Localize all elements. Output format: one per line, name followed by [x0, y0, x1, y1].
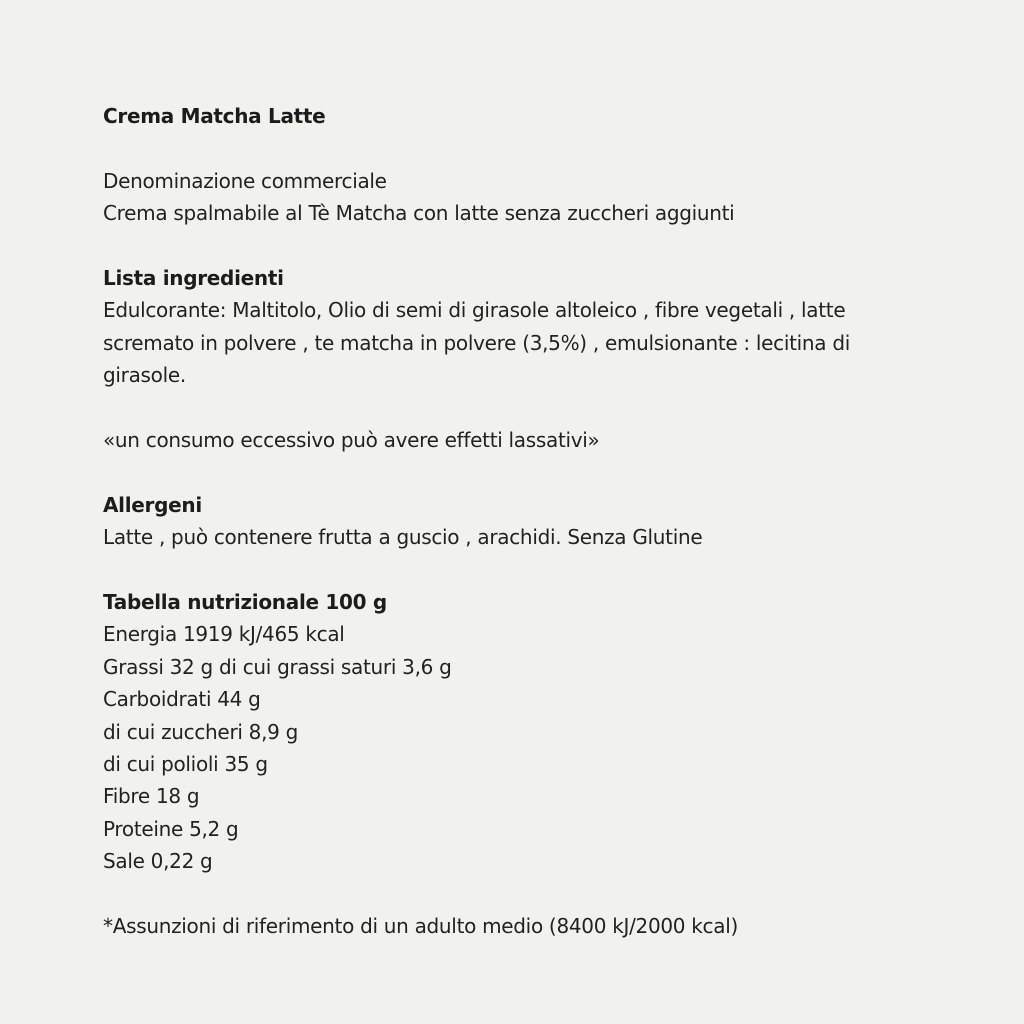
spacer — [103, 878, 963, 910]
nutrition-row-fibre: Fibre 18 g — [103, 784, 200, 809]
spacer — [103, 554, 963, 586]
spacer — [103, 456, 963, 488]
ingredients-heading: Lista ingredienti — [103, 266, 284, 290]
nutrition-row-energy: Energia 1919 kJ/465 kcal — [103, 622, 345, 647]
allergens-section — [103, 489, 963, 554]
denomination-section — [103, 165, 963, 230]
nutrition-row-sugars: di cui zuccheri 8,9 g — [103, 719, 299, 744]
spacer — [103, 132, 963, 164]
allergens-heading: Allergeni — [103, 492, 202, 517]
allergens-text: Latte , può contenere frutta a guscio , arachidi. Senza Glutine — [103, 525, 703, 550]
nutrition-heading: Tabella nutrizionale 100 g — [103, 590, 387, 615]
denomination-label: Denominazione commerciale — [103, 168, 387, 193]
nutrition-row-carbs: Carboidrati 44 g — [103, 687, 261, 712]
nutrition-row-protein: Proteine 5,2 g — [103, 816, 239, 841]
nutrition-section — [103, 586, 963, 878]
product-sheet — [103, 100, 963, 942]
spacer — [103, 230, 963, 262]
nutrition-row-salt: Sale 0,22 g — [103, 849, 213, 874]
ingredients-line: Edulcorante: Maltitolo, Olio di semi di girasole altoleico , fibre vegetali , latte — [103, 298, 846, 323]
footnote: *Assunzioni di riferimento di un adulto medio (8400 kJ/2000 kcal) — [103, 914, 738, 939]
nutrition-row-fat: Grassi 32 g di cui grassi saturi 3,6 g — [103, 654, 452, 679]
denomination-value: Crema spalmabile al Tè Matcha con latte senza zuccheri aggiunti — [103, 201, 735, 226]
nutrition-row-polyols: di cui polioli 35 g — [103, 752, 268, 777]
spacer — [103, 392, 963, 424]
ingredients-line: scremato in polvere , te matcha in polvere (3,5%) , emulsionante : lecitina di — [103, 330, 850, 355]
laxative-warning: «un consumo eccessivo può avere effetti lassativi» — [103, 428, 600, 453]
ingredients-section — [103, 262, 963, 392]
product-title: Crema Matcha Latte — [103, 104, 326, 128]
ingredients-line: girasole. — [103, 363, 186, 388]
